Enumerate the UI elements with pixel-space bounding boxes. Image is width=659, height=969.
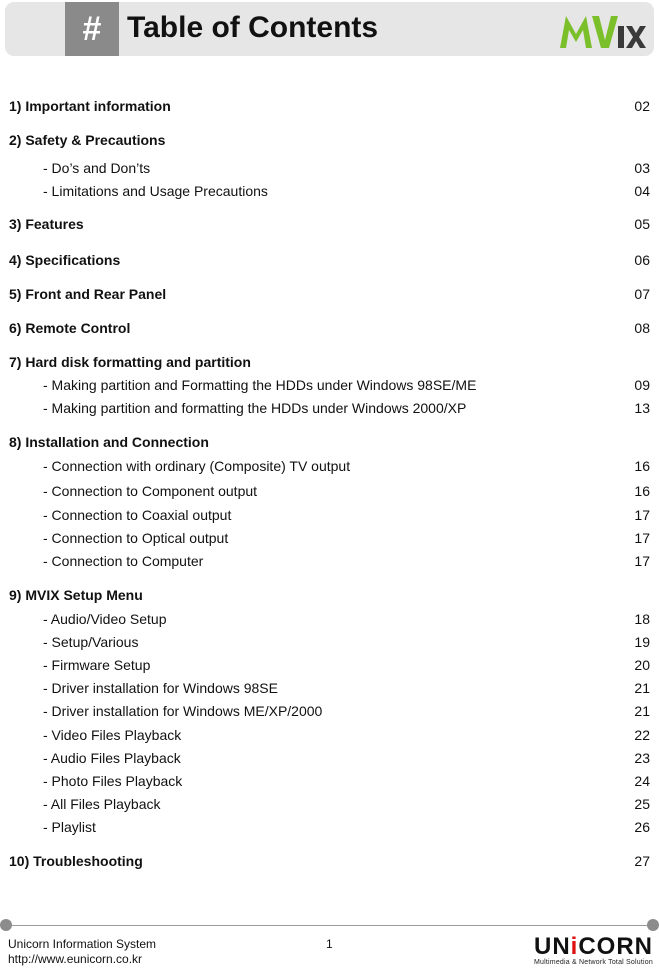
toc-section-row[interactable]	[0, 214, 659, 234]
toc-entry-label: - Driver installation for Windows 98SE	[43, 680, 278, 696]
toc-subsection-row[interactable]	[0, 551, 659, 571]
footer-divider	[6, 925, 653, 926]
toc-entry-label: 3) Features	[9, 216, 84, 232]
toc-subsection-row[interactable]	[0, 528, 659, 548]
toc-entry-label: 9) MVIX Setup Menu	[9, 587, 143, 603]
toc-entry-label: - Connection to Optical output	[43, 530, 229, 546]
toc-entry-label: - Audio Files Playback	[43, 750, 181, 766]
toc-entry-label: - Connection to Coaxial output	[43, 507, 232, 523]
footer-url[interactable]: http://www.eunicorn.co.kr	[8, 952, 143, 966]
toc-entry-label: 7) Hard disk formatting and partition	[9, 354, 251, 370]
toc-entry-page: 25	[634, 796, 650, 812]
toc-entry-page: 06	[634, 252, 650, 268]
toc-subsection-row[interactable]	[0, 609, 659, 629]
toc-entry-page: 26	[634, 819, 650, 835]
toc-entry-label: - Connection to Component output	[43, 483, 258, 499]
toc-subsection-row[interactable]	[0, 632, 659, 652]
toc-section-row[interactable]	[0, 352, 659, 372]
toc-subsection-row[interactable]	[0, 701, 659, 721]
footer-left-dot	[0, 919, 12, 931]
page-title: Table of Contents	[127, 11, 379, 44]
toc-entry-page: 21	[634, 703, 650, 719]
toc-entry-page: 16	[634, 458, 650, 474]
toc-entry-label: - Setup/Various	[43, 634, 139, 650]
toc-entry-page: 03	[634, 160, 650, 176]
mvix-logo	[558, 12, 646, 52]
footer-right-dot	[647, 919, 659, 931]
toc-entry-label: - Audio/Video Setup	[43, 611, 167, 627]
toc-subsection-row[interactable]	[0, 794, 659, 814]
page-number: 1	[326, 937, 333, 951]
toc-section-row[interactable]	[0, 851, 659, 871]
toc-entry-page: 02	[634, 98, 650, 114]
toc-subsection-row[interactable]	[0, 725, 659, 745]
unicorn-logo	[534, 935, 653, 967]
toc-subsection-row[interactable]	[0, 678, 659, 698]
toc-entry-page: 21	[634, 680, 650, 696]
toc-entry-page: 22	[634, 727, 650, 743]
toc-entry-label: - Connection to Computer	[43, 553, 204, 569]
header-bar	[5, 2, 654, 56]
unicorn-wordmark	[534, 935, 653, 959]
toc-entry-page: 09	[634, 377, 650, 393]
toc-entry-page: 07	[634, 286, 650, 302]
toc-entry-label: 10) Troubleshooting	[9, 853, 143, 869]
toc-entry-label: - Driver installation for Windows ME/XP/2000	[43, 703, 323, 719]
toc-entry-page: 27	[634, 853, 650, 869]
toc-entry-label: 2) Safety & Precautions	[9, 132, 166, 148]
unicorn-tagline: Multimedia & Network Total Solution	[534, 959, 653, 966]
toc-entry-page: 08	[634, 320, 650, 336]
toc-entry-page: 17	[634, 553, 650, 569]
toc-section-row[interactable]	[0, 96, 659, 116]
hash-badge: #	[65, 2, 119, 56]
toc-subsection-row[interactable]	[0, 456, 659, 476]
toc-subsection-row[interactable]	[0, 505, 659, 525]
toc-subsection-row[interactable]	[0, 655, 659, 675]
toc-section-row[interactable]	[0, 432, 659, 452]
toc-entry-page: 05	[634, 216, 650, 232]
toc-section-row[interactable]	[0, 250, 659, 270]
toc-entry-label: - Video Files Playback	[43, 727, 182, 743]
toc-entry-label: - Limitations and Usage Precautions	[43, 183, 268, 199]
toc-subsection-row[interactable]	[0, 181, 659, 201]
brand-suffix: CORN	[578, 933, 653, 960]
mvix-logo-icon	[558, 12, 646, 52]
toc-entry-label: - Firmware Setup	[43, 657, 151, 673]
toc-entry-label: - Making partition and formatting the HDDs under Windows 2000/XP	[43, 400, 467, 416]
toc-entry-page: 23	[634, 750, 650, 766]
toc-entry-page: 18	[634, 611, 650, 627]
toc-subsection-row[interactable]	[0, 817, 659, 837]
toc-entry-page: 17	[634, 530, 650, 546]
toc-subsection-row[interactable]	[0, 398, 659, 418]
toc-entry-label: - Making partition and Formatting the HDDs under Windows 98SE/ME	[43, 377, 477, 393]
brand-i: i	[570, 933, 579, 960]
toc-entry-label: 1) Important information	[9, 98, 171, 114]
toc-entry-page: 13	[634, 400, 650, 416]
toc-entry-page: 20	[634, 657, 650, 673]
brand-prefix: UN	[533, 933, 571, 960]
toc-section-row[interactable]	[0, 318, 659, 338]
toc-subsection-row[interactable]	[0, 158, 659, 178]
toc-entry-label: - Connection with ordinary (Composite) TV output	[43, 458, 351, 474]
toc-section-row[interactable]	[0, 284, 659, 304]
toc-entry-label: 8) Installation and Connection	[9, 434, 209, 450]
toc-entry-label: 4) Specifications	[9, 252, 121, 268]
toc-section-row[interactable]	[0, 130, 659, 150]
toc-section-row[interactable]	[0, 585, 659, 605]
toc-subsection-row[interactable]	[0, 771, 659, 791]
toc-subsection-row[interactable]	[0, 375, 659, 395]
toc-entry-label: 5) Front and Rear Panel	[9, 286, 167, 302]
toc-entry-label: - Photo Files Playback	[43, 773, 183, 789]
toc-entry-page: 16	[634, 483, 650, 499]
toc-subsection-row[interactable]	[0, 748, 659, 768]
toc-entry-page: 19	[634, 634, 650, 650]
toc-entry-page: 24	[634, 773, 650, 789]
toc-entry-label: - Playlist	[43, 819, 96, 835]
toc-entry-label: 6) Remote Control	[9, 320, 131, 336]
toc-entry-label: - All Files Playback	[43, 796, 161, 812]
footer-company: Unicorn Information System	[8, 937, 157, 951]
toc-entry-page: 04	[634, 183, 650, 199]
toc-subsection-row[interactable]	[0, 481, 659, 501]
toc-entry-label: - Do’s and Don’ts	[43, 160, 151, 176]
toc-entry-page: 17	[634, 507, 650, 523]
